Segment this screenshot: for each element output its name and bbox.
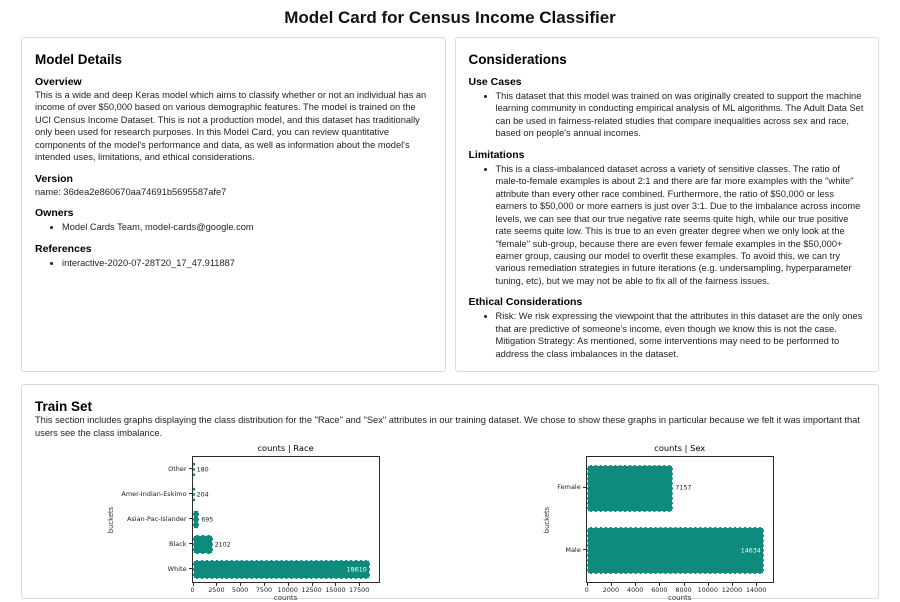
- train-set-card: [21, 384, 879, 602]
- use-cases-list: [469, 90, 866, 140]
- x-tick-label: 12000: [721, 586, 743, 595]
- category-tick-label: Black: [117, 531, 191, 556]
- limitations-list: [469, 163, 866, 288]
- x-tick-label: 15000: [325, 586, 346, 595]
- plot-area: [192, 456, 380, 583]
- bar-value-label: 2102: [214, 541, 231, 549]
- bar: [587, 527, 764, 574]
- overview-text: This is a wide and deep Keras model which aims to classify whether or not an individual has an income of over $50,000 based on various demographic features. The model is trained on the UCI Census Income Dataset. This is not a production model, and this dataset has traditionally only been used for research purposes. In this Model Card, you can review quantitative components of the model's performance and data, as well as information about the model's intended uses, limitations, and ethical considerations.: [35, 90, 427, 163]
- x-tick-label: 0: [584, 586, 589, 595]
- bar-value-label: 14634: [740, 547, 761, 555]
- x-axis-ticks: [192, 583, 380, 594]
- limitations-heading: Limitations: [468, 148, 525, 161]
- overview-heading: Overview: [35, 76, 82, 88]
- chart-title: counts | Race: [257, 443, 314, 454]
- bar: [193, 485, 195, 504]
- category-tick-label: White: [117, 556, 191, 581]
- train-set-description: This section includes graphs displaying the class distribution for the "Race" and "Sex" attributes in our training dataset. We chose to show these graphs in particular because we felt it was important that users see the class imbalance.: [35, 415, 860, 438]
- list-item: • This is a class-imbalanced dataset across a variety of sensitive classes. The ratio of male-to-female examples is about 2:1 and there are far more examples with the "white" attribute than every other race combined. Furthermore, the ratio of $50,000 or less earners to $50,000 or more earners is just over 3:1. Due to the imbalance across income levels, we can see that our true negative rate seems quite high, while our true positive rate seems quite low. This is true to an even greater degree when we only look at the "female" sub-group, because there are even fewer female examples in the $50,000+ earner group, causing our model to overfit these examples. To avoid this, we can try various remediation strategies in future iterations (e.g. undersampling, hyperparameter tuning, etc), but we may not be able to fix all of the fairness issues.: [496, 163, 866, 288]
- x-tick-label: 4000: [627, 586, 644, 595]
- bar-value-label: 204: [196, 491, 209, 499]
- bar-value-label: 18610: [346, 566, 367, 574]
- train-set-title: Train Set: [35, 399, 93, 415]
- category-tick-label: Asian-Pac-Islander: [117, 506, 191, 531]
- x-tick-label: 12500: [301, 586, 322, 595]
- category-tick-label: Other: [117, 456, 191, 481]
- x-tick-label: 7500: [255, 586, 273, 595]
- sex-distribution-chart: [541, 443, 774, 602]
- x-tick-label: 14000: [745, 586, 767, 595]
- considerations-title: Considerations: [468, 52, 567, 67]
- list-item: [496, 310, 866, 360]
- category-labels: [553, 456, 586, 583]
- race-chart-slot: [35, 443, 450, 602]
- list-item: • Model Cards Team, model-cards@google.com: [62, 221, 432, 233]
- x-tick-label: 17500: [348, 586, 370, 595]
- x-tick-label: 10000: [697, 586, 718, 595]
- x-tick-label: 2000: [602, 586, 620, 595]
- charts-row: [35, 443, 865, 602]
- y-axis-label-text: buckets: [107, 506, 116, 533]
- y-axis-label-text: buckets: [543, 506, 552, 533]
- x-tick-label: 5000: [232, 586, 249, 595]
- bar: [193, 535, 213, 554]
- bar: [193, 460, 195, 479]
- bar-value-label: 180: [196, 466, 209, 474]
- ethical-considerations-heading: Ethical Considerations: [468, 296, 583, 309]
- bar-value-label: 695: [201, 516, 214, 524]
- x-tick-label: 10000: [277, 586, 298, 595]
- bar: [587, 465, 674, 512]
- list-item: • interactive-2020-07-28T20_17_47.911887: [62, 257, 432, 269]
- category-tick-label: Female: [553, 456, 586, 519]
- race-distribution-chart: [105, 443, 379, 602]
- references-heading: References: [35, 242, 92, 255]
- y-axis-label: [105, 456, 117, 583]
- version-text: name: 36dea2e860670aa74691b5695587afe7: [35, 186, 227, 197]
- sex-chart-slot: [450, 443, 865, 602]
- category-labels: [117, 456, 191, 583]
- bar: [193, 560, 370, 579]
- references-list: [35, 257, 432, 269]
- x-tick-label: 2500: [208, 586, 225, 595]
- considerations-card: [455, 37, 880, 372]
- ethical-mitigation-text: Mitigation Strategy: As mentioned, some interventions may need to be performed to address the class imbalances in the dataset.: [495, 336, 840, 359]
- chart-title: counts | Sex: [654, 443, 706, 454]
- x-axis-ticks: [586, 583, 774, 594]
- top-cards-row: [21, 37, 879, 372]
- bar-value-label: 7157: [675, 484, 692, 492]
- x-axis-label: counts: [668, 594, 692, 602]
- x-tick-label: 6000: [651, 586, 668, 595]
- y-axis-label: [541, 456, 553, 583]
- owners-heading: Owners: [35, 207, 74, 220]
- model-details-title: Model Details: [35, 52, 123, 67]
- ethical-considerations-list: [469, 310, 866, 360]
- model-details-card: [21, 37, 446, 372]
- x-axis-label: counts: [273, 594, 298, 602]
- page-title: Model Card for Census Income Classifier: [284, 8, 616, 27]
- category-tick-label: Amer-Indian-Eskimo: [117, 481, 191, 506]
- list-item: • This dataset that this model was trained on was originally created to support the machine learning community in conducting empirical analysis of ML algorithms. The Adult Data Set can be used in fairness-related studies that compare inequalities across sex and race, based on people's annual incomes.: [496, 90, 866, 140]
- owners-list: [35, 221, 432, 233]
- x-tick-label: 8000: [675, 586, 692, 595]
- plot-area: [586, 456, 774, 583]
- use-cases-heading: Use Cases: [468, 76, 522, 88]
- category-tick-label: Male: [553, 519, 586, 582]
- bar: [193, 510, 200, 529]
- x-tick-label: 0: [190, 586, 195, 595]
- ethical-risk-text: Risk: We risk expressing the viewpoint that the attributes in this dataset are the only ones that are predictive of someone's income, even though we know this is not the case.: [495, 311, 863, 334]
- version-heading: Version: [35, 172, 73, 185]
